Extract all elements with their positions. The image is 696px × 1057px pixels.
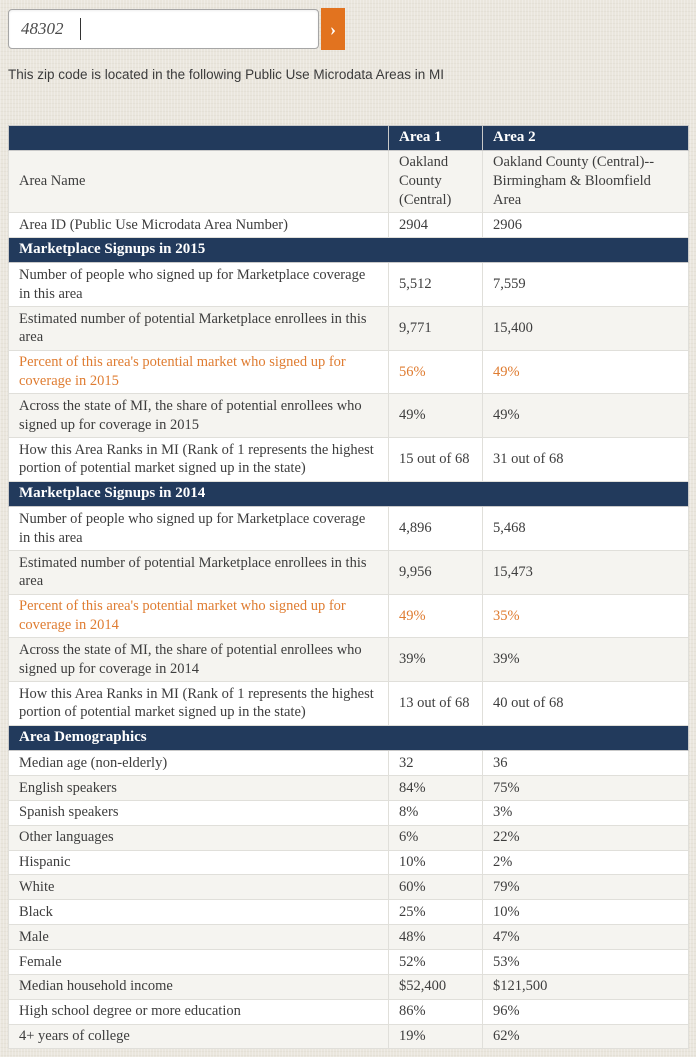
row-label: Percent of this area's potential market who signed up for coverage in 2015 xyxy=(9,350,389,394)
value-area2: 10% xyxy=(483,900,689,925)
value-area1: 84% xyxy=(389,776,483,801)
intro-text: This zip code is located in the following Public Use Microdata Areas in MI xyxy=(8,67,444,82)
value-area2: 49% xyxy=(483,350,689,394)
row-label: Median age (non-elderly) xyxy=(9,751,389,776)
zip-code-input[interactable] xyxy=(8,9,319,49)
value-area1: 8% xyxy=(389,800,483,825)
value-area1: 49% xyxy=(389,394,483,438)
value-area2: 15,473 xyxy=(483,551,689,595)
value-area2: 3% xyxy=(483,800,689,825)
value-area1: 4,896 xyxy=(389,507,483,551)
puma-comparison-table xyxy=(8,125,689,1049)
row-label: Area ID (Public Use Microdata Area Number) xyxy=(9,213,389,238)
value-area2: 7,559 xyxy=(483,263,689,307)
value-area2: 47% xyxy=(483,925,689,950)
value-area2: 40 out of 68 xyxy=(483,682,689,726)
row-label: Hispanic xyxy=(9,850,389,875)
table-row xyxy=(9,150,689,213)
value-area1: $52,400 xyxy=(389,974,483,999)
table-row xyxy=(9,594,689,638)
value-area2: 53% xyxy=(483,950,689,975)
row-label: Black xyxy=(9,900,389,925)
value-area1: 32 xyxy=(389,751,483,776)
table-row xyxy=(9,776,689,801)
row-label: Percent of this area's potential market who signed up for coverage in 2014 xyxy=(9,594,389,638)
value-area1: 15 out of 68 xyxy=(389,438,483,482)
value-area1: 10% xyxy=(389,850,483,875)
table-row xyxy=(9,925,689,950)
value-area2: 2% xyxy=(483,850,689,875)
table-row xyxy=(9,682,689,726)
column-header-area2: Area 2 xyxy=(483,126,689,151)
value-area1: 5,512 xyxy=(389,263,483,307)
section-header-row xyxy=(9,237,689,263)
value-area2: 31 out of 68 xyxy=(483,438,689,482)
value-area1: 86% xyxy=(389,999,483,1024)
row-label: Number of people who signed up for Marketplace coverage in this area xyxy=(9,263,389,307)
table-row xyxy=(9,507,689,551)
section-header-row xyxy=(9,481,689,507)
table-row xyxy=(9,263,689,307)
row-label: Median household income xyxy=(9,974,389,999)
table-header-row xyxy=(9,126,689,151)
table-body xyxy=(9,150,689,1049)
section-header-label: Marketplace Signups in 2014 xyxy=(9,481,689,507)
value-area1: 6% xyxy=(389,825,483,850)
table-row xyxy=(9,394,689,438)
value-area1: 52% xyxy=(389,950,483,975)
value-area2: 96% xyxy=(483,999,689,1024)
zip-search-bar xyxy=(8,8,688,50)
value-area2: Oakland County (Central)--Birmingham & Bloomfield Area xyxy=(483,150,689,213)
value-area1: 9,956 xyxy=(389,551,483,595)
value-area2: $121,500 xyxy=(483,974,689,999)
value-area1: Oakland County (Central) xyxy=(389,150,483,213)
table-row xyxy=(9,900,689,925)
section-header-row xyxy=(9,725,689,751)
table-row xyxy=(9,950,689,975)
row-label: Estimated number of potential Marketplace enrollees in this area xyxy=(9,307,389,351)
table-row xyxy=(9,551,689,595)
value-area2: 35% xyxy=(483,594,689,638)
row-label: How this Area Ranks in MI (Rank of 1 represents the highest portion of potential market signed up in the state) xyxy=(9,682,389,726)
value-area2: 5,468 xyxy=(483,507,689,551)
row-label: High school degree or more education xyxy=(9,999,389,1024)
table-row xyxy=(9,751,689,776)
table-row xyxy=(9,307,689,351)
row-label: White xyxy=(9,875,389,900)
value-area2: 22% xyxy=(483,825,689,850)
submit-chevron-icon: › xyxy=(330,19,336,39)
value-area1: 48% xyxy=(389,925,483,950)
value-area2: 75% xyxy=(483,776,689,801)
value-area1: 2904 xyxy=(389,213,483,238)
row-label: Male xyxy=(9,925,389,950)
value-area1: 25% xyxy=(389,900,483,925)
section-header-label: Marketplace Signups in 2015 xyxy=(9,237,689,263)
table-row xyxy=(9,875,689,900)
zip-input-wrap xyxy=(8,8,319,49)
table-row xyxy=(9,1024,689,1049)
row-label: Across the state of MI, the share of potential enrollees who signed up for coverage in 2015 xyxy=(9,394,389,438)
row-label: English speakers xyxy=(9,776,389,801)
column-header-area1: Area 1 xyxy=(389,126,483,151)
value-area2: 49% xyxy=(483,394,689,438)
value-area1: 60% xyxy=(389,875,483,900)
table-row xyxy=(9,999,689,1024)
value-area1: 13 out of 68 xyxy=(389,682,483,726)
search-submit-button[interactable] xyxy=(321,8,345,50)
table-row xyxy=(9,974,689,999)
row-label: Across the state of MI, the share of potential enrollees who signed up for coverage in 2014 xyxy=(9,638,389,682)
value-area1: 19% xyxy=(389,1024,483,1049)
value-area2: 62% xyxy=(483,1024,689,1049)
value-area2: 15,400 xyxy=(483,307,689,351)
table-row xyxy=(9,800,689,825)
value-area1: 49% xyxy=(389,594,483,638)
table-row xyxy=(9,350,689,394)
value-area2: 2906 xyxy=(483,213,689,238)
table-row xyxy=(9,825,689,850)
value-area1: 56% xyxy=(389,350,483,394)
value-area1: 9,771 xyxy=(389,307,483,351)
table-row xyxy=(9,438,689,482)
table-row xyxy=(9,638,689,682)
row-label: Female xyxy=(9,950,389,975)
row-label: Estimated number of potential Marketplace enrollees in this area xyxy=(9,551,389,595)
column-header-blank xyxy=(9,126,389,151)
text-cursor xyxy=(80,18,81,40)
value-area2: 79% xyxy=(483,875,689,900)
row-label: Other languages xyxy=(9,825,389,850)
value-area1: 39% xyxy=(389,638,483,682)
value-area2: 39% xyxy=(483,638,689,682)
table-row xyxy=(9,213,689,238)
row-label: 4+ years of college xyxy=(9,1024,389,1049)
value-area2: 36 xyxy=(483,751,689,776)
row-label: How this Area Ranks in MI (Rank of 1 represents the highest portion of potential market signed up in the state) xyxy=(9,438,389,482)
row-label: Number of people who signed up for Marketplace coverage in this area xyxy=(9,507,389,551)
table-row xyxy=(9,850,689,875)
row-label: Spanish speakers xyxy=(9,800,389,825)
section-header-label: Area Demographics xyxy=(9,725,689,751)
row-label: Area Name xyxy=(9,150,389,213)
